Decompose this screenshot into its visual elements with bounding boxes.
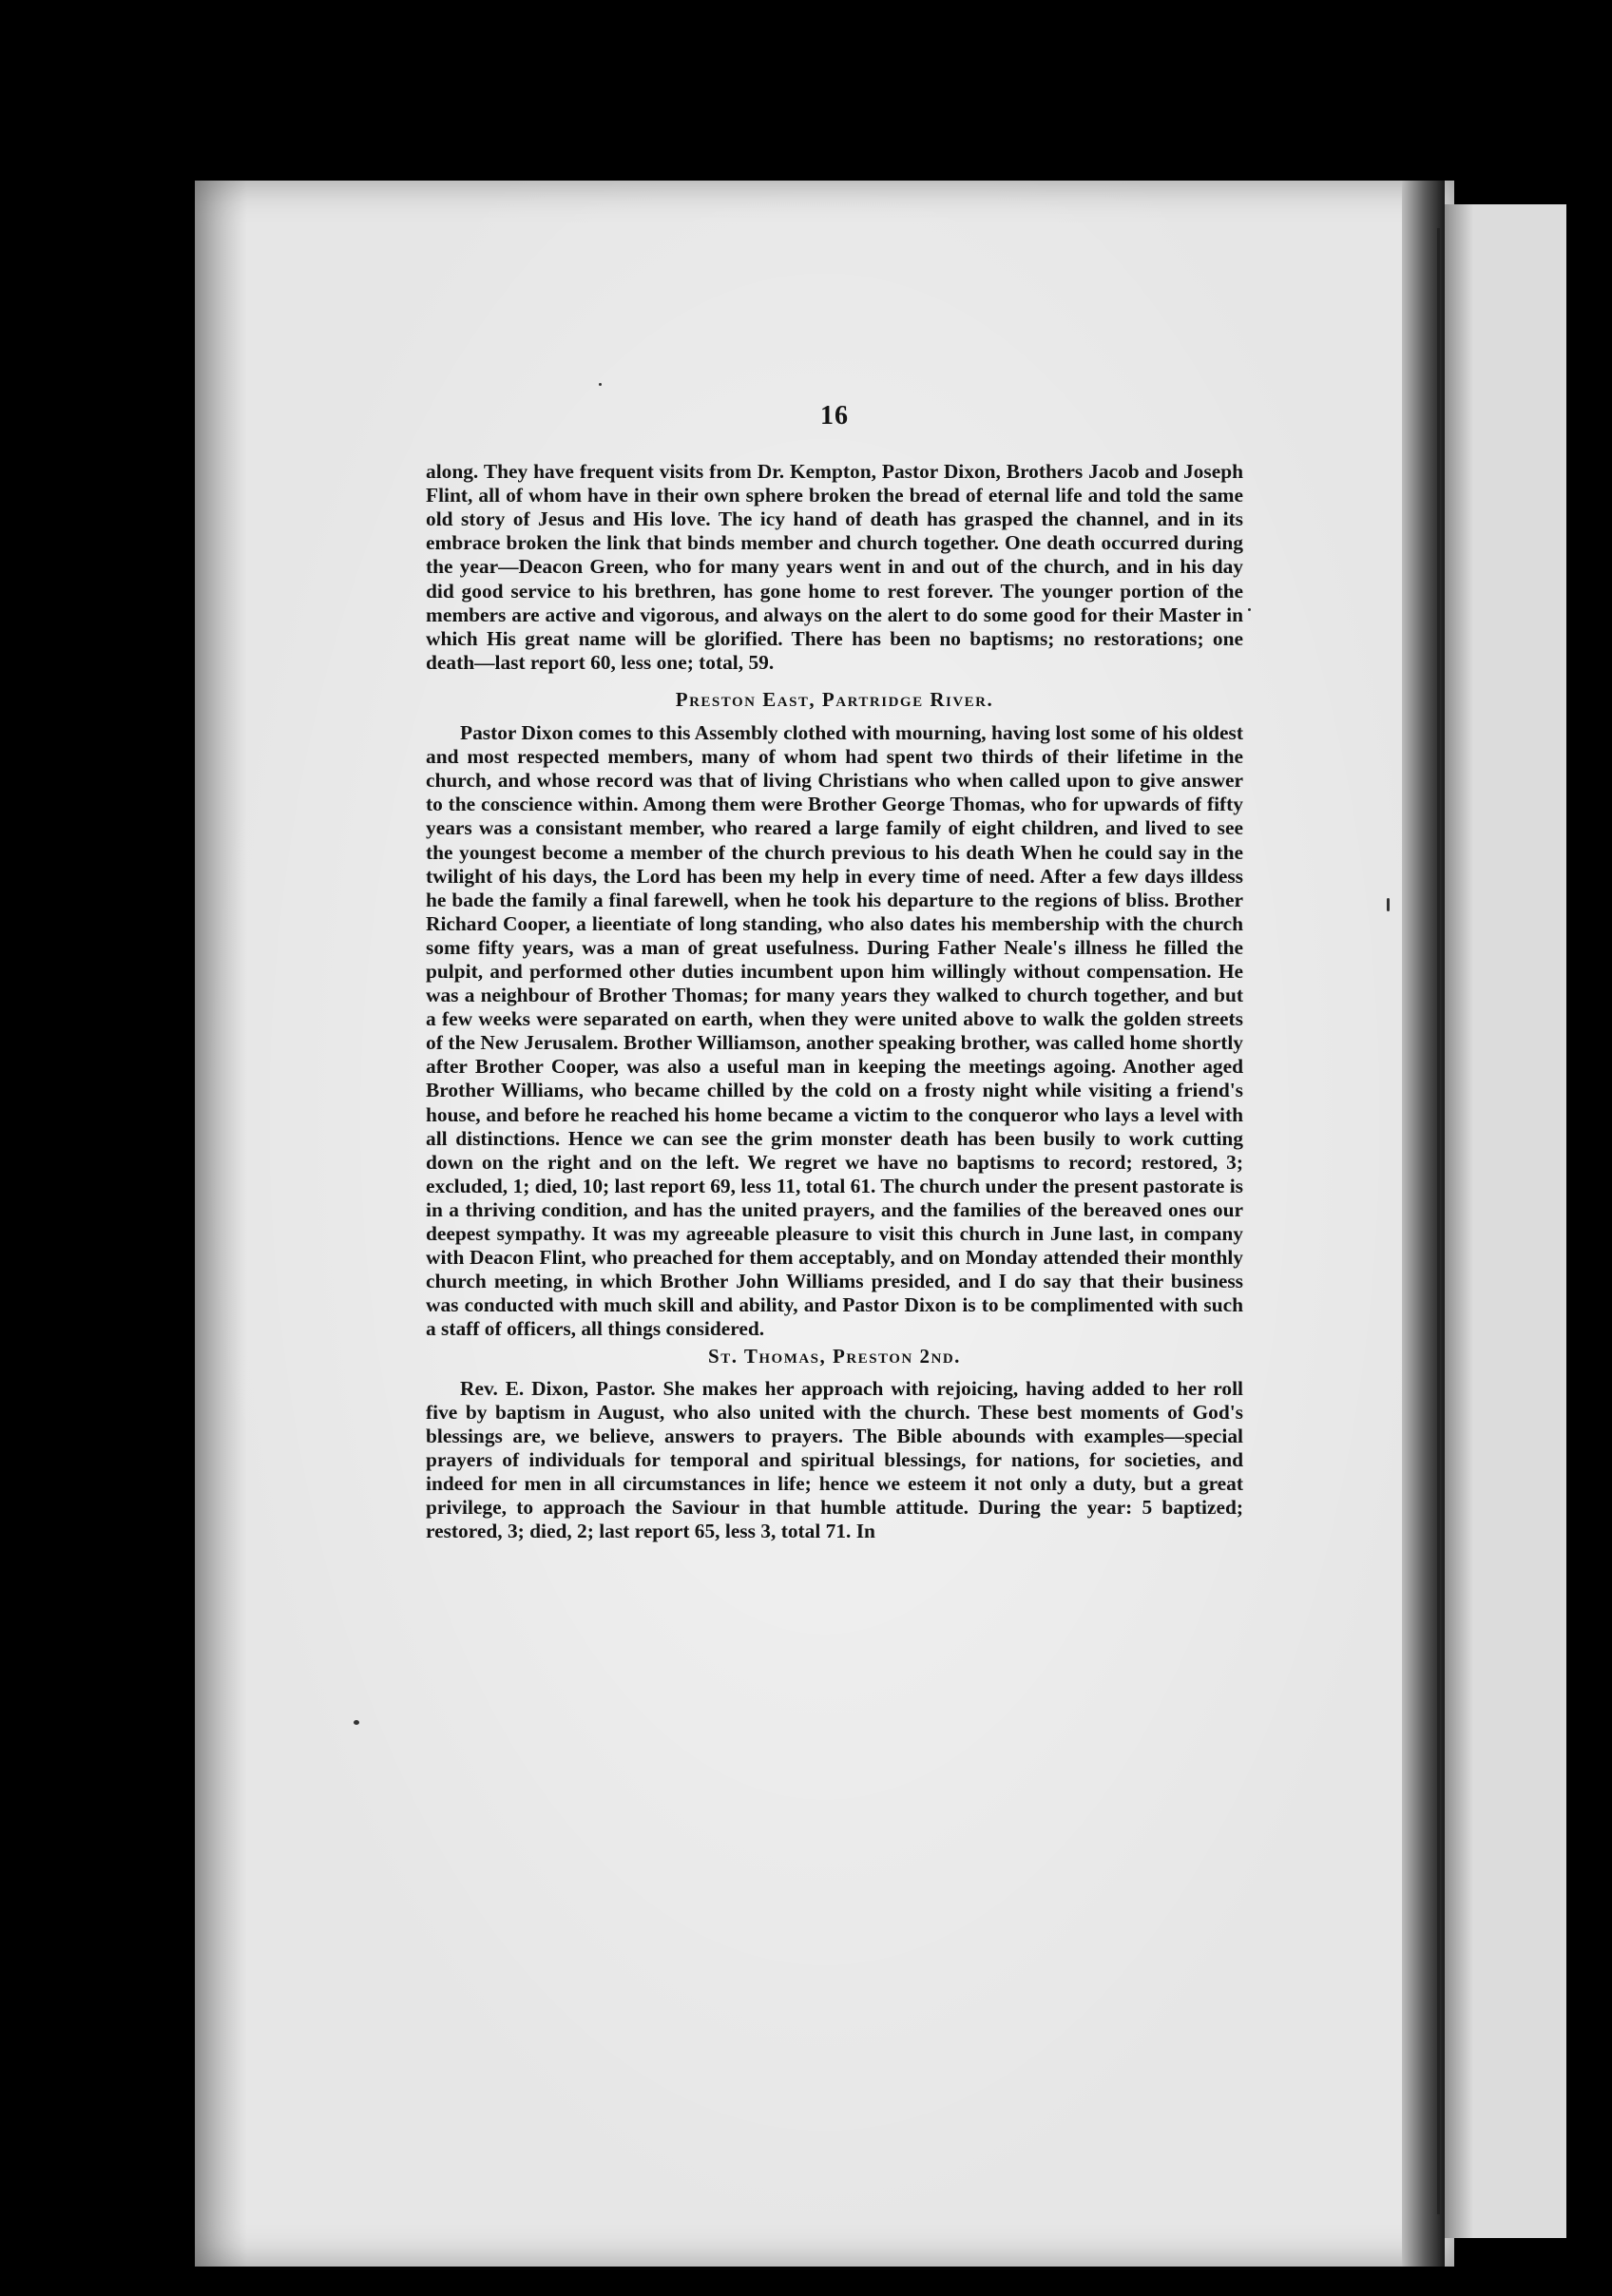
page-number: 16 — [820, 401, 849, 430]
section-heading-preston-east: Preston East, Partridge River. — [675, 687, 994, 711]
paragraph-st-thomas: Rev. E. Dixon, Pastor. She makes her approach with rejoicing, having added to her roll five by baptism in August, who also united with the church. These best moments of God's blessings are, we believe, answers to prayers. The Bible abounds with examples—special prayers of individuals for temporal and spiritual blessings, for nations, for societies, and indeed for men in all circumstances in life; hence we esteem it not only a duty, but a great privilege, to approach the Saviour in that humble attitude. During the year: 5 baptized; restored, 3; died, 2; last report 65, less 3, total 71. In — [426, 1376, 1243, 1543]
adjacent-page-strip — [1445, 204, 1566, 2238]
paragraph-preston-east: Pastor Dixon comes to this Assembly clothed with mourning, having lost some of his oldest and most respected members, many of whom had spent two thirds of their lifetime in the church, and whose record was that of living Christians who when called upon to give answer to the conscience within. Among them were Brother George Thomas, who for upwards of fifty years was a consistant member, who reared a large family of eight children, and lived to see the youngest become a member of the church previous to his death When he could say in the twilight of his days, the Lord has been my help in every time of need. After a few days illdess he bade the family a final farewell, when he took his departure to the regions of bliss. Brother Richard Cooper, a lieentiate of long standing, who also dates his membership with the church some fifty years, was a man of great usefulness. During Father Neale's illness he filled the pulpit, and performed other duties incumbent upon him willingly without compensation. He was a neighbour of Brother Thomas; for many years they walked to church together, and but a few weeks were separated on earth, when they were united above to walk the golden streets of the New Jerusalem. Brother Williamson, another speaking brother, was called home shortly after Brother Cooper, was also a useful man in keeping the meetings agoing. Another aged Brother Williams, who became chilled by the cold on a frosty night while visiting a friend's house, and before he reached his home became a victim to the conqueror who lays a level with all distinctions. Hence we can see the grim monster death has been busily to work cutting down on the right and on the left. We regret we have no baptisms to record; restored, 3; excluded, 1; died, 10; last report 69, less 11, total 61. The church under the present pastorate is in a thriving condition, and has the united prayers, and the families of the bereaved ones our deepest sympathy. It was my agreeable pleasure to visit this church in June last, in company with Deacon Flint, who preached for them acceptably, and on Monday attended their monthly church meeting, in which Brother John Williams presided, and I do say that their business was conducted with much skill and ability, and Pastor Dixon is to be complimented with such a staff of officers, all things considered. — [426, 721, 1243, 1341]
section-heading-st-thomas: St. Thomas, Preston 2nd. — [708, 1345, 961, 1368]
page-edge-line — [1437, 228, 1440, 2214]
scan-speck — [1248, 608, 1251, 611]
scan-speck — [1387, 898, 1390, 911]
paragraph-continuation: along. They have frequent visits from Dr. Kempton, Pastor Dixon, Brothers Jacob and Joseph Flint, all of whom have in their own sphere broken the bread of eternal life and told the same old story of Jesus and His love. The icy hand of death has grasped the channel, and in its embrace broken the link that binds member and church together. One death occurred during the year—Deacon Green, who for many years went in and out of the church, and in his day did good service to his brethren, has gone home to rest forever. The younger portion of the members are active and vigorous, and always on the alert to do some good for their Master in which His great name will be glorified. There has been no baptisms; no restorations; one death—last report 60, less one; total, 59. — [426, 460, 1243, 674]
scan-speck — [599, 383, 602, 386]
scan-speck — [354, 1720, 359, 1725]
document-text-block — [426, 401, 1243, 1543]
